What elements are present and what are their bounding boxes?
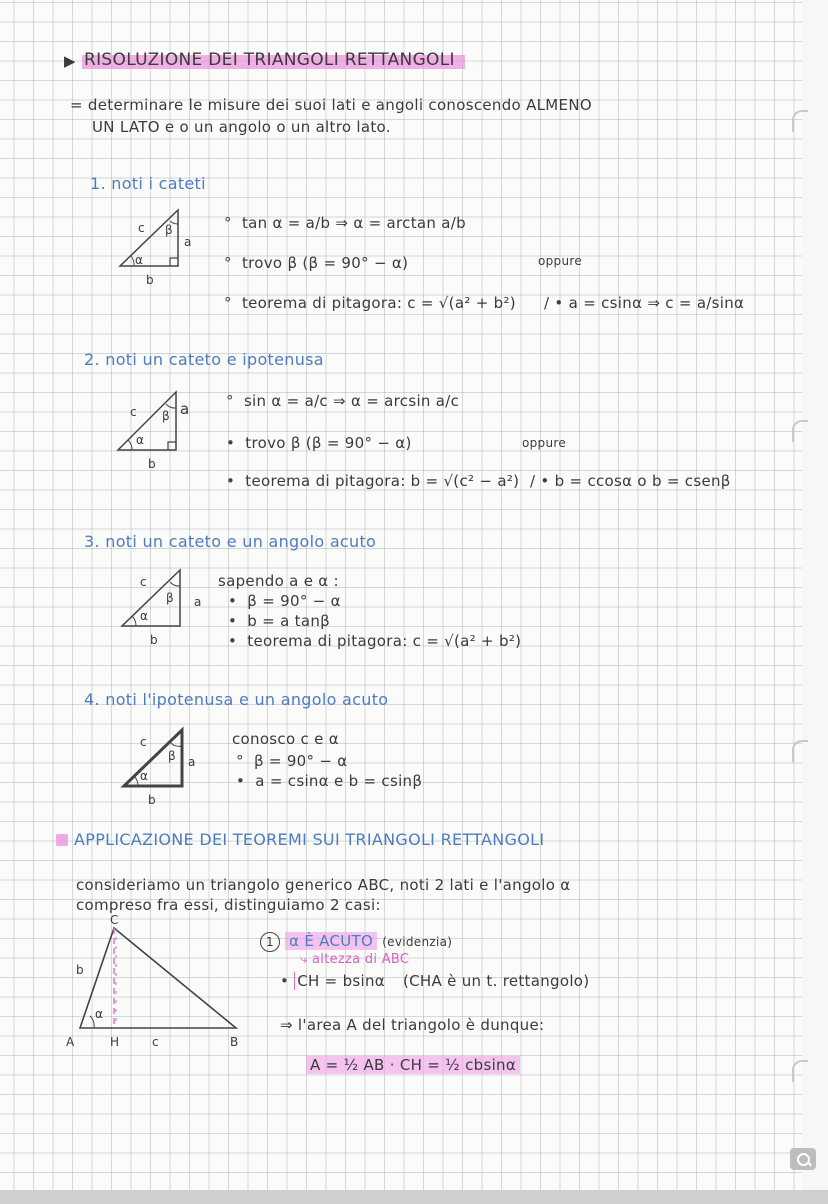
area-intro: ⇒ l'area A del triangolo è dunque: — [280, 1016, 545, 1034]
label-c: c — [138, 221, 145, 235]
ch-formula: CH = bsinα — [294, 972, 385, 990]
case-2-heading: 2. noti un cateto e ipotenusa — [84, 350, 324, 369]
definition-line-1: = determinare le misure dei suoi lati e angoli conoscendo ALMENO — [70, 96, 592, 114]
case-2-step-3: • teorema di pitagora: b = √(c² − a²) — [226, 472, 520, 490]
svg-text:b: b — [148, 457, 156, 471]
search-icon[interactable] — [790, 1148, 816, 1170]
case-1-step-3: ° teorema di pitagora: c = √(a² + b²) — [224, 294, 516, 312]
svg-text:A: A — [66, 1035, 75, 1049]
svg-text:c: c — [140, 735, 147, 749]
svg-text:c: c — [130, 405, 137, 419]
label-alpha: α — [135, 253, 143, 267]
case-1-step-2: ° trovo β (β = 90° − α) — [224, 254, 409, 272]
case-4-triangle-figure — [114, 724, 214, 814]
case-4-intro: conosco c e α — [232, 730, 339, 748]
binder-ring — [792, 740, 808, 762]
binder-ring — [792, 1060, 808, 1082]
area-formula: A = ½ AB · CH = ½ cbsinα — [306, 1056, 520, 1074]
svg-text:C: C — [110, 913, 119, 927]
case-2-alt: / • b = ccosα o b = csenβ — [530, 472, 731, 490]
binder-ring — [792, 110, 808, 132]
section-2-line-1: consideriamo un triangolo generico ABC, noti 2 lati e l'angolo α — [76, 876, 571, 894]
case-3-step-1: • β = 90° − α — [228, 592, 341, 610]
binder-ring — [792, 420, 808, 442]
case-2-triangle-figure — [108, 388, 208, 478]
svg-text:a: a — [194, 595, 202, 609]
section-2-line-2: compreso fra essi, distinguiamo 2 casi: — [76, 896, 381, 914]
case-alpha-acute-label: α È ACUTO — [285, 932, 377, 950]
case-1-alt: / • a = csinα ⇒ c = a/sinα — [544, 294, 745, 312]
section-2-title: APPLICAZIONE DEI TEOREMI SUI TRIANGOLI RETTANGOLI — [74, 830, 545, 849]
svg-text:β: β — [168, 749, 176, 763]
svg-text:α: α — [95, 1007, 103, 1021]
svg-text:B: B — [230, 1035, 239, 1049]
section-title-bullet: ▶ — [64, 52, 76, 70]
svg-text:b: b — [148, 793, 156, 807]
case-1-step-1: ° tan α = a/b ⇒ α = arctan a/b — [224, 214, 466, 232]
general-triangle-figure — [58, 913, 268, 1058]
case-2-step-1: ° sin α = a/c ⇒ α = arcsin a/c — [226, 392, 460, 410]
altezza-label: ⤷ altezza di ABC — [300, 952, 410, 967]
svg-text:a: a — [188, 755, 196, 769]
svg-text:α: α — [140, 609, 148, 623]
definition-line-2: UN LATO e o un angolo o un altro lato. — [92, 118, 391, 136]
page-bottom-edge — [0, 1190, 828, 1204]
section-title: RISOLUZIONE DEI TRIANGOLI RETTANGOLI — [82, 50, 465, 70]
case-1-oppure: oppure — [538, 254, 583, 268]
case-4-heading: 4. noti l'ipotenusa e un angolo acuto — [84, 690, 389, 709]
svg-text:β: β — [166, 591, 174, 605]
case-3-triangle-figure — [112, 564, 212, 654]
case-alpha-acute — [260, 932, 452, 952]
case-3-heading: 3. noti un cateto e un angolo acuto — [84, 532, 377, 551]
svg-text:β: β — [162, 409, 170, 423]
svg-text:c: c — [140, 575, 147, 589]
case-1-triangle-figure — [110, 204, 200, 294]
section-2-bullet — [56, 834, 68, 846]
svg-text:b: b — [150, 633, 158, 647]
case-3-step-3: • teorema di pitagora: c = √(a² + b²) — [228, 632, 522, 650]
binder-strip — [802, 0, 828, 1204]
section-2-title-row — [56, 830, 544, 849]
svg-text:α: α — [140, 769, 148, 783]
ch-note: (CHA è un t. rettangolo) — [402, 972, 590, 990]
case-3-intro: sapendo a e α : — [218, 572, 339, 590]
label-a: a — [184, 235, 192, 249]
case-1-heading: 1. noti i cateti — [90, 174, 206, 193]
case-2-step-2: • trovo β (β = 90° − α) — [226, 434, 412, 452]
case-alpha-acute-note: (evidenzia) — [382, 935, 453, 949]
case-4-step-2: • a = csinα e b = csinβ — [236, 772, 423, 790]
svg-text:α: α — [136, 433, 144, 447]
label-beta: β — [165, 223, 173, 237]
svg-text:b: b — [76, 963, 84, 977]
case-2-oppure: oppure — [522, 436, 567, 450]
ch-formula-row: • CH = bsinα (CHA è un t. rettangolo) — [280, 972, 590, 990]
case-4-step-1: ° β = 90° − α — [236, 752, 348, 770]
svg-text:H: H — [110, 1035, 120, 1049]
svg-text:c: c — [152, 1035, 159, 1049]
case-3-step-2: • b = a tanβ — [228, 612, 331, 630]
circled-one: 1 — [260, 932, 280, 952]
case-2-label-a: a — [180, 400, 190, 418]
label-b: b — [146, 273, 154, 287]
